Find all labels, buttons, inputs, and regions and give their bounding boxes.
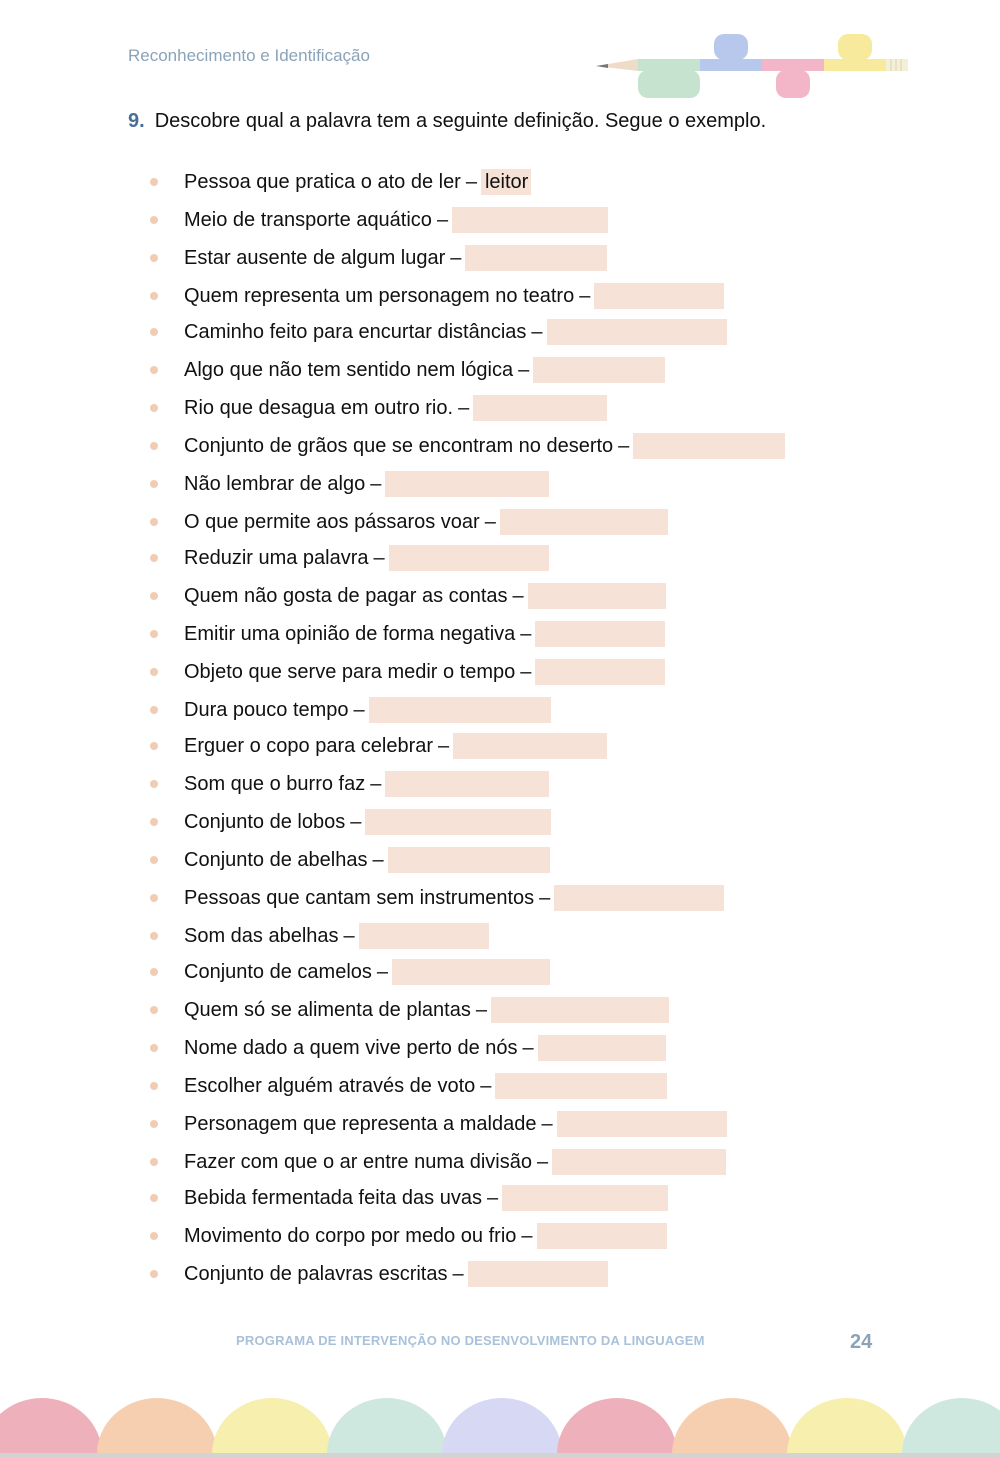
- list-item: [150, 997, 669, 1023]
- answer-field[interactable]: [554, 885, 724, 911]
- answer-field[interactable]: leitor: [481, 169, 531, 195]
- definition-text: Movimento do corpo por medo ou frio: [184, 1224, 517, 1247]
- dash-separator: –: [522, 1036, 534, 1059]
- bullet-icon: [150, 292, 158, 300]
- definition-text: Personagem que representa a maldade: [184, 1112, 537, 1135]
- answer-field[interactable]: [547, 319, 727, 345]
- list-item: [150, 733, 607, 759]
- definition-text: Estar ausente de algum lugar: [184, 246, 446, 269]
- bullet-icon: [150, 592, 158, 600]
- definition-text: Fazer com que o ar entre numa divisão: [184, 1150, 532, 1173]
- answer-field[interactable]: [557, 1111, 727, 1137]
- list-item: [150, 621, 665, 647]
- answer-field[interactable]: [633, 433, 785, 459]
- definition-text: Conjunto de camelos: [184, 960, 372, 983]
- list-item: [150, 847, 550, 873]
- bullet-icon: [150, 404, 158, 412]
- dash-separator: –: [438, 734, 450, 757]
- dash-separator: –: [486, 1186, 499, 1209]
- list-item: [150, 509, 668, 535]
- footer-program-title: PROGRAMA DE INTERVENÇÃO NO DESENVOLVIMENTO DA LINGUAGEM: [236, 1333, 705, 1348]
- bullet-icon: [150, 894, 158, 902]
- definition-text: O que permite aos pássaros voar: [184, 510, 480, 533]
- dash-separator: –: [452, 1262, 464, 1285]
- answer-field[interactable]: [594, 283, 724, 309]
- dash-separator: –: [450, 246, 462, 269]
- list-item: [150, 1035, 666, 1061]
- dash-separator: –: [372, 848, 384, 871]
- definition-text: Caminho feito para encurtar distâncias: [184, 320, 527, 343]
- list-item: [150, 697, 551, 723]
- dash-separator: –: [353, 698, 365, 721]
- definition-text: Meio de transporte aquático: [184, 208, 432, 231]
- list-item: [150, 395, 607, 421]
- definition-text: Escolher alguém através de voto: [184, 1074, 476, 1097]
- definition-text: Reduzir uma palavra: [184, 546, 369, 569]
- list-item: [150, 1111, 727, 1137]
- bullet-icon: [150, 1158, 158, 1166]
- definition-text: Objeto que serve para medir o tempo: [184, 660, 516, 683]
- answer-field[interactable]: [468, 1261, 608, 1287]
- dash-separator: –: [520, 660, 532, 683]
- exercise-text: Descobre qual a palavra tem a seguinte definição. Segue o exemplo.: [154, 110, 767, 132]
- exercise-number: 9.: [128, 110, 145, 132]
- answer-field[interactable]: [495, 1073, 667, 1099]
- answer-field[interactable]: [389, 545, 549, 571]
- dash-separator: –: [484, 510, 496, 533]
- answer-field[interactable]: [452, 207, 608, 233]
- definition-text: Conjunto de lobos: [184, 810, 346, 833]
- bullet-icon: [150, 366, 158, 374]
- answer-field[interactable]: [385, 771, 549, 797]
- dash-separator: –: [480, 1074, 492, 1097]
- list-item: [150, 923, 489, 949]
- bullet-icon: [150, 780, 158, 788]
- answer-field[interactable]: [502, 1185, 668, 1211]
- list-item: [150, 1261, 608, 1287]
- dash-separator: –: [376, 960, 389, 983]
- bullet-icon: [150, 706, 158, 714]
- answer-field[interactable]: [365, 809, 551, 835]
- answer-field[interactable]: [538, 1035, 666, 1061]
- definition-text: Som que o burro faz: [184, 772, 366, 795]
- bullet-icon: [150, 968, 158, 976]
- bullet-icon: [150, 254, 158, 262]
- dash-separator: –: [520, 622, 532, 645]
- dash-separator: –: [458, 396, 470, 419]
- answer-field[interactable]: [369, 697, 551, 723]
- dash-separator: –: [373, 546, 385, 569]
- list-item: [150, 809, 551, 835]
- bullet-icon: [150, 328, 158, 336]
- answer-field[interactable]: [537, 1223, 667, 1249]
- list-item: [150, 283, 724, 309]
- dash-separator: –: [536, 1150, 549, 1173]
- list-item: [150, 245, 607, 271]
- answer-field[interactable]: [500, 509, 668, 535]
- dash-separator: –: [518, 358, 530, 381]
- definition-text: Quem representa um personagem no teatro: [184, 284, 575, 307]
- bullet-icon: [150, 630, 158, 638]
- bullet-icon: [150, 1044, 158, 1052]
- bullet-icon: [150, 442, 158, 450]
- definition-text: Pessoa que pratica o ato de ler: [184, 170, 461, 193]
- definition-text: Bebida fermentada feita das uvas: [184, 1186, 482, 1209]
- bullet-icon: [150, 856, 158, 864]
- bullet-icon: [150, 932, 158, 940]
- bottom-scallop-decoration: [0, 1392, 1000, 1458]
- list-item: [150, 959, 550, 985]
- dash-separator: –: [579, 284, 591, 307]
- dash-separator: –: [531, 320, 543, 343]
- bullet-icon: [150, 818, 158, 826]
- definition-text: Dura pouco tempo: [184, 698, 349, 721]
- dash-separator: –: [539, 886, 551, 909]
- definition-text: Rio que desagua em outro rio.: [184, 396, 454, 419]
- list-item: [150, 433, 785, 459]
- bullet-icon: [150, 742, 158, 750]
- list-item: [150, 319, 727, 345]
- bullet-icon: [150, 216, 158, 224]
- bullet-icon: [150, 1270, 158, 1278]
- definition-text: Pessoas que cantam sem instrumentos: [184, 886, 535, 909]
- dash-separator: –: [475, 998, 487, 1021]
- list-item: [150, 545, 549, 571]
- bullet-icon: [150, 1120, 158, 1128]
- list-item: [150, 1073, 667, 1099]
- dash-separator: –: [465, 170, 477, 193]
- bullet-icon: [150, 668, 158, 676]
- bullet-icon: [150, 1006, 158, 1014]
- dash-separator: –: [512, 584, 524, 607]
- list-item: [150, 885, 724, 911]
- answer-field[interactable]: [359, 923, 489, 949]
- bullet-icon: [150, 518, 158, 526]
- list-item: [150, 1149, 726, 1175]
- page-number: 24: [850, 1331, 873, 1353]
- answer-field[interactable]: [535, 659, 665, 685]
- answer-field[interactable]: [392, 959, 550, 985]
- dash-separator: –: [521, 1224, 533, 1247]
- dash-separator: –: [618, 434, 630, 457]
- bullet-icon: [150, 178, 158, 186]
- bullet-icon: [150, 554, 158, 562]
- definition-text: Quem só se alimenta de plantas: [184, 998, 471, 1021]
- dash-separator: –: [370, 772, 382, 795]
- dash-separator: –: [343, 924, 355, 947]
- definition-text: Conjunto de palavras escritas: [184, 1262, 448, 1285]
- list-item: [150, 169, 531, 195]
- definition-text: Som das abelhas: [184, 924, 339, 947]
- definition-text: Conjunto de grãos que se encontram no deserto: [184, 434, 614, 457]
- list-item: [150, 1185, 668, 1211]
- dash-separator: –: [370, 472, 382, 495]
- definition-text: Conjunto de abelhas: [184, 848, 368, 871]
- dash-separator: –: [350, 810, 362, 833]
- list-item: [150, 1223, 667, 1249]
- definition-text: Nome dado a quem vive perto de nós: [184, 1036, 518, 1059]
- answer-field[interactable]: [533, 357, 665, 383]
- list-item: [150, 771, 549, 797]
- answer-field[interactable]: [388, 847, 550, 873]
- dash-separator: –: [541, 1112, 553, 1135]
- bullet-icon: [150, 480, 158, 488]
- answer-field[interactable]: [491, 997, 669, 1023]
- list-item: [150, 357, 665, 383]
- answer-field[interactable]: [535, 621, 665, 647]
- bullet-icon: [150, 1232, 158, 1240]
- list-item: [150, 659, 665, 685]
- answer-field[interactable]: [385, 471, 549, 497]
- list-item: [150, 471, 549, 497]
- list-item: [150, 207, 608, 233]
- bullet-icon: [150, 1194, 158, 1202]
- answer-field[interactable]: [552, 1149, 726, 1175]
- definition-text: Algo que não tem sentido nem lógica: [184, 358, 514, 381]
- definition-text: Erguer o copo para celebrar: [184, 734, 434, 757]
- definition-text: Emitir uma opinião de forma negativa: [184, 622, 516, 645]
- section-title: Reconhecimento e Identificação: [128, 46, 370, 65]
- definition-text: Quem não gosta de pagar as contas: [184, 584, 508, 607]
- answer-field[interactable]: [528, 583, 666, 609]
- list-item: [150, 583, 666, 609]
- dash-separator: –: [436, 208, 449, 231]
- answer-field[interactable]: [473, 395, 607, 421]
- answer-field[interactable]: [453, 733, 607, 759]
- answer-field[interactable]: [465, 245, 607, 271]
- bullet-icon: [150, 1082, 158, 1090]
- definition-text: Não lembrar de algo: [184, 472, 366, 495]
